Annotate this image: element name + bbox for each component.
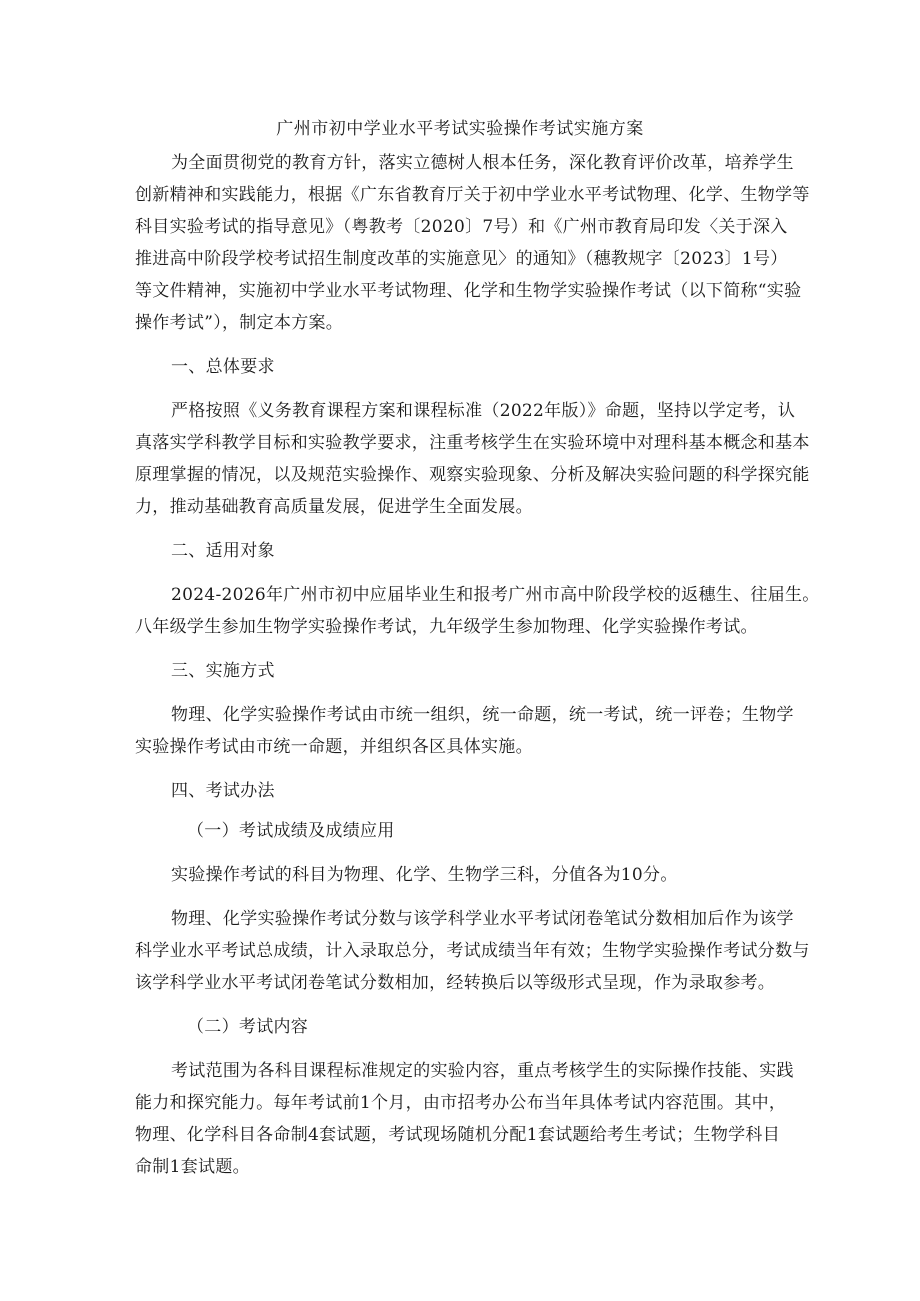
section-heading-general-requirements: 一、总体要求 [171,357,275,377]
section3-line: 物理、化学实验操作考试由市统一组织，统一命题，统一考试，统一评卷；生物学 [171,705,794,725]
section1-line: 严格按照《义务教育课程方案和课程标准（2022年版）》命题，坚持以学定考，认 [171,401,796,421]
section1-line: 力，推动基础教育高质量发展，促进学生全面发展。 [135,497,533,517]
section1-line: 原理掌握的情况，以及规范实验操作、观察实验现象、分析及解决实验问题的科学探究能 [135,465,810,485]
intro-line: 科目实验考试的指导意见》（粤教考〔2020〕7号）和《广州市教育局印发〈关于深入 [135,217,788,237]
section1-line: 真落实学科教学目标和实验教学要求，注重考核学生在实验环境中对理科基本概念和基本 [135,433,810,453]
section-heading-implementation: 三、实施方式 [171,661,275,681]
subsection1-line: 物理、化学实验操作考试分数与该学科学业水平考试闭卷笔试分数相加后作为该学 [171,909,794,929]
section-heading-applicable-targets: 二、适用对象 [171,541,275,561]
intro-line: 为全面贯彻党的教育方针，落实立德树人根本任务，深化教育评价改革，培养学生 [171,153,794,173]
subsection1-line: 该学科学业水平考试闭卷笔试分数相加，经转换后以等级形式呈现，作为录取参考。 [135,973,776,993]
intro-line: 推进高中阶段学校考试招生制度改革的实施意见〉的通知》（穗教规字〔2023〕1号） [135,249,788,269]
subsection2-line: 考试范围为各科目课程标准规定的实验内容，重点考核学生的实际操作技能、实践 [171,1061,794,1081]
intro-line: 创新精神和实践能力，根据《广东省教育厅关于初中学业水平考试物理、化学、生物学等 [135,185,810,205]
document-title: 广州市初中学业水平考试实验操作考试实施方案 [276,119,644,139]
intro-line: 操作考试”），制定本方案。 [135,313,344,333]
subsection1-paragraph: 实验操作考试的科目为物理、化学、生物学三科，分值各为10分。 [171,865,678,885]
intro-line: 等文件精神，实施初中学业水平考试物理、化学和生物学实验操作考试（以下简称“实验 [135,281,802,301]
subsection1-line: 科学业水平考试总成绩，计入录取总分，考试成绩当年有效；生物学实验操作考试分数与 [135,941,810,961]
subsection-heading-exam-content: （二）考试内容 [187,1017,309,1037]
subsection2-line: 命制1套试题。 [135,1157,250,1177]
section-heading-exam-method: 四、考试办法 [171,781,275,801]
subsection2-line: 物理、化学科目各命制4套试题，考试现场随机分配1套试题给考生考试；生物学科目 [135,1125,781,1145]
section2-line: 八年级学生参加生物学实验操作考试，九年级学生参加物理、化学实验操作考试。 [135,617,758,637]
subsection-heading-scores: （一）考试成绩及成绩应用 [187,821,395,841]
subsection2-line: 能力和探究能力。每年考试前1个月，由市招考办公布当年具体考试内容范围。其中， [135,1093,787,1113]
section2-line: 2024-2026年广州市初中应届毕业生和报考广州市高中阶段学校的返穗生、往届生。 [171,585,820,605]
section3-line: 实验操作考试由市统一命题，并组织各区具体实施。 [135,737,533,757]
